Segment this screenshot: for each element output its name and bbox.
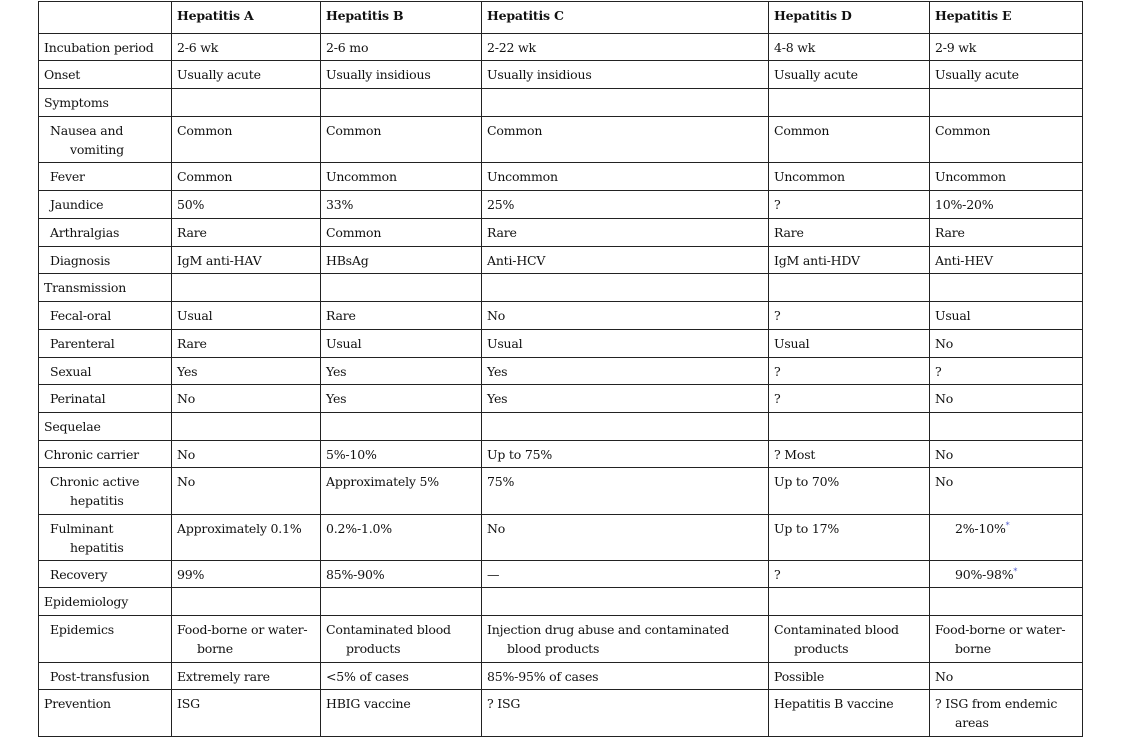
row-label <box>39 330 172 358</box>
cell-text: Up to 75% <box>487 447 553 462</box>
table-cell <box>769 441 930 468</box>
cell-text: Yes <box>326 391 347 406</box>
table-cell <box>172 191 321 219</box>
table-cell <box>482 117 769 163</box>
row-label <box>39 89 172 117</box>
header-cell-hepatitis-d: Hepatitis D <box>769 2 930 34</box>
table-row <box>39 441 1083 468</box>
table-cell <box>321 358 482 385</box>
table-cell <box>321 89 482 117</box>
header-row <box>39 2 1083 34</box>
row-label <box>39 385 172 413</box>
table-cell <box>321 302 482 330</box>
row-label-text: Sequelae <box>44 419 101 434</box>
cell-text: ? <box>774 197 781 212</box>
table-cell <box>321 413 482 441</box>
cell-text: No <box>935 447 954 462</box>
cell-text: ? ISG <box>487 696 521 711</box>
row-label <box>39 663 172 690</box>
cell-text: — <box>487 567 500 582</box>
cell-text: Rare <box>326 308 356 323</box>
table-cell <box>930 441 1083 468</box>
table-cell <box>930 663 1083 690</box>
table-cell <box>769 385 930 413</box>
cell-text: Common <box>177 123 233 138</box>
row-label <box>39 468 172 515</box>
table-cell <box>930 34 1083 61</box>
cell-text: ? <box>774 364 781 379</box>
row-label-text: Recovery <box>50 567 108 582</box>
cell-text: Food-borne or water-borne <box>177 622 308 656</box>
cell-text: Food-borne or water-borne <box>935 622 1066 656</box>
table-cell <box>172 89 321 117</box>
row-label-text: Transmission <box>44 280 127 295</box>
cell-text: 85%-90% <box>326 567 385 582</box>
cell-text: 4-8 wk <box>774 40 816 55</box>
row-label-text: Incubation period <box>44 40 154 55</box>
cell-text: ? <box>935 364 942 379</box>
table-cell <box>172 330 321 358</box>
row-label <box>39 302 172 330</box>
row-label <box>39 117 172 163</box>
table-cell <box>321 441 482 468</box>
table-cell <box>769 89 930 117</box>
cell-text: No <box>177 474 196 489</box>
table-cell <box>321 117 482 163</box>
cell-text: No <box>487 521 506 536</box>
cell-text: 2%-10% <box>955 521 1006 536</box>
row-label-text: Prevention <box>44 696 111 711</box>
table-row <box>39 616 1083 663</box>
table-cell <box>930 616 1083 663</box>
footnote-marker: * <box>1013 566 1018 576</box>
table-cell <box>769 117 930 163</box>
table-cell <box>172 358 321 385</box>
row-label <box>39 441 172 468</box>
header-cell-hepatitis-b: Hepatitis B <box>321 2 482 34</box>
cell-text: Extremely rare <box>177 669 270 684</box>
table-cell <box>769 515 930 561</box>
table-cell <box>930 247 1083 274</box>
table-cell <box>930 468 1083 515</box>
table-cell <box>172 34 321 61</box>
cell-text: Common <box>487 123 543 138</box>
cell-text: Rare <box>177 225 207 240</box>
table-cell <box>930 588 1083 616</box>
header-cell-hepatitis-c: Hepatitis C <box>482 2 769 34</box>
cell-text: No <box>935 669 954 684</box>
table-cell <box>482 219 769 247</box>
row-label-text: Chronic active hepatitis <box>50 474 140 508</box>
header-cell-hepatitis-a: Hepatitis A <box>172 2 321 34</box>
cell-text: Usually acute <box>774 67 858 82</box>
cell-text: No <box>935 336 954 351</box>
table-cell <box>321 34 482 61</box>
table-row <box>39 34 1083 61</box>
table-cell <box>321 588 482 616</box>
cell-text: HBsAg <box>326 253 369 268</box>
row-label-text: Epidemics <box>50 622 114 637</box>
table-cell <box>321 385 482 413</box>
row-label <box>39 588 172 616</box>
row-label-text: Fecal-oral <box>50 308 112 323</box>
table-cell <box>172 616 321 663</box>
table-cell <box>172 219 321 247</box>
cell-text: Hepatitis B vaccine <box>774 696 894 711</box>
table-cell <box>172 468 321 515</box>
cell-text: IgM anti-HDV <box>774 253 860 268</box>
table-cell <box>482 191 769 219</box>
table-cell <box>482 441 769 468</box>
table-row <box>39 385 1083 413</box>
row-label-text: Sexual <box>50 364 92 379</box>
table-cell <box>769 34 930 61</box>
row-label-text: Diagnosis <box>50 253 111 268</box>
table-cell <box>930 89 1083 117</box>
row-label-text: Jaundice <box>50 197 104 212</box>
table-body <box>39 34 1083 737</box>
table-cell <box>769 690 930 737</box>
table-cell <box>769 663 930 690</box>
cell-text: Usually acute <box>935 67 1019 82</box>
cell-text: 0.2%-1.0% <box>326 521 392 536</box>
table-cell <box>172 117 321 163</box>
cell-text: Approximately 5% <box>326 474 439 489</box>
table-cell <box>930 358 1083 385</box>
table-cell <box>321 61 482 89</box>
row-label <box>39 561 172 588</box>
table-cell <box>172 441 321 468</box>
table-cell <box>482 413 769 441</box>
table-cell <box>769 616 930 663</box>
row-label-text: Fever <box>50 169 85 184</box>
cell-text: Common <box>326 123 382 138</box>
cell-text: Contaminated blood products <box>326 622 451 656</box>
table-cell <box>172 163 321 191</box>
table-cell <box>482 358 769 385</box>
row-label <box>39 274 172 302</box>
table-cell <box>769 61 930 89</box>
cell-text: 75% <box>487 474 515 489</box>
table-cell <box>930 385 1083 413</box>
table-cell <box>930 515 1083 561</box>
table-cell <box>482 561 769 588</box>
row-label-text: Arthralgias <box>50 225 120 240</box>
cell-text: Yes <box>326 364 347 379</box>
cell-text: No <box>177 391 196 406</box>
cell-text: 5%-10% <box>326 447 377 462</box>
table-cell <box>321 468 482 515</box>
table-row <box>39 515 1083 561</box>
cell-text: ? <box>774 391 781 406</box>
table-row <box>39 330 1083 358</box>
table-cell <box>172 413 321 441</box>
row-label-text: Chronic carrier <box>44 447 139 462</box>
table-row <box>39 89 1083 117</box>
cell-text: Usual <box>177 308 213 323</box>
table-row <box>39 588 1083 616</box>
row-label <box>39 690 172 737</box>
row-label-text: Epidemiology <box>44 594 129 609</box>
cell-text: 33% <box>326 197 354 212</box>
table-cell <box>930 61 1083 89</box>
row-label-text: Parenteral <box>50 336 115 351</box>
cell-text: 50% <box>177 197 205 212</box>
cell-text: ? ISG from endemic areas <box>935 696 1058 730</box>
row-label-text: Onset <box>44 67 81 82</box>
cell-text: Common <box>326 225 382 240</box>
table-row <box>39 358 1083 385</box>
cell-text: ? <box>774 308 781 323</box>
cell-text: Usual <box>774 336 810 351</box>
cell-text: 90%-98% <box>955 567 1014 582</box>
cell-text: No <box>487 308 506 323</box>
table-cell <box>321 616 482 663</box>
cell-text: No <box>935 391 954 406</box>
cell-text: No <box>935 474 954 489</box>
row-label <box>39 163 172 191</box>
table-cell <box>172 61 321 89</box>
table-row <box>39 163 1083 191</box>
table-cell <box>769 219 930 247</box>
table-cell <box>321 219 482 247</box>
table-cell <box>321 191 482 219</box>
table-cell <box>769 561 930 588</box>
cell-text: Uncommon <box>326 169 397 184</box>
table-cell <box>482 330 769 358</box>
cell-text: Common <box>177 169 233 184</box>
row-label-text: Nausea and vomiting <box>50 123 124 157</box>
table-cell <box>482 34 769 61</box>
row-label <box>39 358 172 385</box>
table-cell <box>482 690 769 737</box>
table-cell <box>172 385 321 413</box>
table-cell <box>482 163 769 191</box>
table-cell <box>172 690 321 737</box>
table-cell <box>930 413 1083 441</box>
table-cell <box>930 117 1083 163</box>
row-label-text: Fulminant hepatitis <box>50 521 124 555</box>
table-cell <box>172 302 321 330</box>
cell-text: HBIG vaccine <box>326 696 411 711</box>
cell-text: Usual <box>487 336 523 351</box>
cell-text: ? <box>774 567 781 582</box>
table-cell <box>930 219 1083 247</box>
table-row <box>39 468 1083 515</box>
cell-text: 2-6 wk <box>177 40 219 55</box>
cell-text: Usual <box>326 336 362 351</box>
table-row <box>39 561 1083 588</box>
cell-text: ISG <box>177 696 200 711</box>
cell-text: 85%-95% of cases <box>487 669 599 684</box>
cell-text: No <box>177 447 196 462</box>
table-row <box>39 61 1083 89</box>
row-label <box>39 515 172 561</box>
cell-text: Anti-HEV <box>935 253 993 268</box>
table-cell <box>482 588 769 616</box>
cell-text: Yes <box>177 364 198 379</box>
cell-text: Usual <box>935 308 971 323</box>
table-cell <box>769 468 930 515</box>
table-cell <box>482 61 769 89</box>
footnote-marker: * <box>1005 520 1010 530</box>
table-cell <box>769 330 930 358</box>
table-cell <box>321 274 482 302</box>
cell-text: Usually acute <box>177 67 261 82</box>
table-row <box>39 191 1083 219</box>
table-cell <box>930 191 1083 219</box>
table-cell <box>930 330 1083 358</box>
cell-text: Injection drug abuse and contaminated blood products <box>487 622 730 656</box>
cell-text: Rare <box>177 336 207 351</box>
table-cell <box>321 330 482 358</box>
table-cell <box>172 515 321 561</box>
table-cell <box>482 468 769 515</box>
table-cell <box>321 663 482 690</box>
row-label <box>39 247 172 274</box>
cell-text: Anti-HCV <box>487 253 546 268</box>
table-row <box>39 413 1083 441</box>
table-cell <box>482 515 769 561</box>
hepatitis-comparison-table <box>38 1 1083 737</box>
table-cell <box>930 163 1083 191</box>
cell-text: 2-22 wk <box>487 40 536 55</box>
row-label <box>39 34 172 61</box>
table-cell <box>172 561 321 588</box>
cell-text: Rare <box>487 225 517 240</box>
table-cell <box>321 690 482 737</box>
cell-text: Uncommon <box>487 169 558 184</box>
table-row <box>39 274 1083 302</box>
cell-text: Common <box>774 123 830 138</box>
row-label-text: Perinatal <box>50 391 106 406</box>
table-cell <box>482 89 769 117</box>
cell-text: Uncommon <box>935 169 1006 184</box>
table-cell <box>930 302 1083 330</box>
row-label-text: Post-transfusion <box>50 669 150 684</box>
cell-text: Yes <box>487 391 508 406</box>
cell-text: Usually insidious <box>326 67 431 82</box>
table-row <box>39 690 1083 737</box>
table-cell <box>172 588 321 616</box>
table-cell <box>482 247 769 274</box>
cell-text: 25% <box>487 197 515 212</box>
table-cell <box>930 274 1083 302</box>
cell-text: 10%-20% <box>935 197 994 212</box>
table-cell <box>930 690 1083 737</box>
cell-text: Up to 70% <box>774 474 840 489</box>
table-row <box>39 219 1083 247</box>
row-label-text: Symptoms <box>44 95 109 110</box>
table-cell <box>321 163 482 191</box>
table-cell <box>321 561 482 588</box>
table-cell <box>769 274 930 302</box>
table-row <box>39 663 1083 690</box>
table-cell <box>321 515 482 561</box>
cell-text: Contaminated blood products <box>774 622 899 656</box>
table-cell <box>482 385 769 413</box>
header-cell-hepatitis-e: Hepatitis E <box>930 2 1083 34</box>
table-cell <box>482 302 769 330</box>
cell-text: Approximately 0.1% <box>177 521 302 536</box>
table-cell <box>930 561 1083 588</box>
table-row <box>39 247 1083 274</box>
table-cell <box>769 588 930 616</box>
cell-text: 2-9 wk <box>935 40 977 55</box>
table-cell <box>172 274 321 302</box>
row-label <box>39 61 172 89</box>
cell-text: Possible <box>774 669 825 684</box>
table-cell <box>172 663 321 690</box>
row-label <box>39 616 172 663</box>
row-label <box>39 191 172 219</box>
table-row <box>39 117 1083 163</box>
header-cell-corner <box>39 2 172 34</box>
cell-text: Yes <box>487 364 508 379</box>
cell-text: 2-6 mo <box>326 40 369 55</box>
table-cell <box>769 302 930 330</box>
cell-text: Rare <box>935 225 965 240</box>
cell-text: Common <box>935 123 991 138</box>
cell-text: Usually insidious <box>487 67 592 82</box>
table-cell <box>769 191 930 219</box>
table-cell <box>482 663 769 690</box>
table-cell <box>172 247 321 274</box>
cell-text: ? Most <box>774 447 816 462</box>
table-row <box>39 302 1083 330</box>
cell-text: 99% <box>177 567 205 582</box>
table-cell <box>769 358 930 385</box>
row-label <box>39 219 172 247</box>
table-cell <box>482 274 769 302</box>
cell-text: IgM anti-HAV <box>177 253 262 268</box>
table-cell <box>769 413 930 441</box>
cell-text: Uncommon <box>774 169 845 184</box>
table-cell <box>321 247 482 274</box>
table-cell <box>769 247 930 274</box>
table-cell <box>769 163 930 191</box>
cell-text: <5% of cases <box>326 669 409 684</box>
row-label <box>39 413 172 441</box>
cell-text: Rare <box>774 225 804 240</box>
cell-text: Up to 17% <box>774 521 840 536</box>
table-cell <box>482 616 769 663</box>
